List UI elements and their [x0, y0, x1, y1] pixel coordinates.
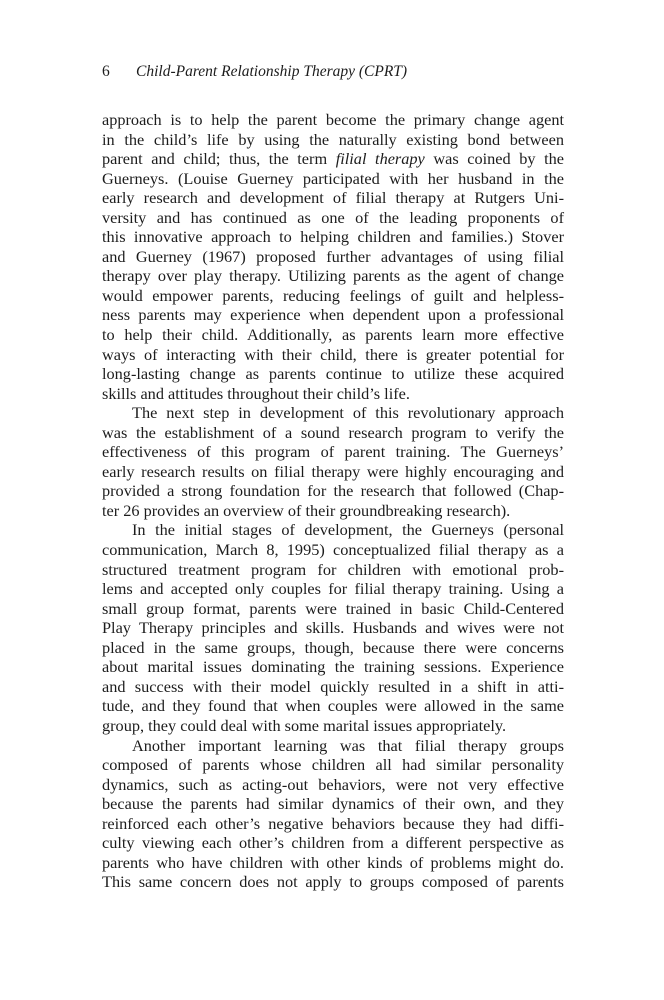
paragraph	[102, 110, 564, 403]
text-line: This same concern does not apply to groups composed of parents	[102, 872, 564, 892]
text-line: communication, March 8, 1995) conceptualized filial therapy as a	[102, 540, 564, 560]
text-line: culty viewing each other’s children from a different perspective as	[102, 833, 564, 853]
text-line: would empower parents, reducing feelings of guilt and helpless-	[102, 285, 564, 305]
text-line: In the initial stages of development, the Guerneys (personal	[132, 520, 564, 540]
text-line: this innovative approach to helping children and families.) Stover	[102, 227, 564, 247]
running-head-title: Child-Parent Relationship Therapy (CPRT)	[136, 63, 408, 80]
text-line: parents who have children with other kinds of problems might do.	[102, 852, 564, 872]
text-line: early research results on filial therapy were highly encouraging and	[102, 461, 564, 481]
paragraph	[102, 736, 564, 892]
running-head	[102, 62, 564, 82]
paragraph	[102, 403, 564, 520]
text-line: ness parents may experience when dependent upon a professional	[102, 305, 564, 325]
text-line: therapy over play therapy. Utilizing parents as the agent of change	[102, 266, 564, 286]
text-line: versity and has continued as one of the leading proponents of	[102, 207, 564, 227]
text-line: because the parents had similar dynamics of their own, and they	[102, 794, 564, 814]
text-line: to help their child. Additionally, as parents learn more effective	[102, 325, 564, 345]
text-line: skills and attitudes throughout their child’s life.	[102, 383, 410, 403]
text-line: ter 26 provides an overview of their groundbreaking research).	[102, 500, 511, 520]
text-line: approach is to help the parent become the primary change agent	[102, 110, 564, 129]
text-line: was the establishment of a sound research program to verify the	[102, 422, 564, 442]
text-line: Another important learning was that filial therapy groups	[132, 735, 564, 755]
text-line: about marital issues dominating the training sessions. Experience	[102, 657, 564, 677]
paragraph	[102, 520, 564, 735]
text-line: Play Therapy principles and skills. Husbands and wives were not	[102, 618, 564, 638]
text-line: Guerneys. (Louise Guerney participated with her husband in the	[102, 168, 564, 188]
text-line: reinforced each other’s negative behaviors because they had diffi-	[102, 813, 564, 833]
text-line: long-lasting change as parents continue to utilize these acquired	[102, 364, 564, 384]
text-line: early research and development of filial therapy at Rutgers Uni-	[102, 188, 564, 208]
text-line: placed in the same groups, though, because there were concerns	[102, 637, 564, 657]
emphasized-term: filial therapy	[335, 149, 425, 169]
text-line: dynamics, such as acting-out behaviors, were not very effective	[102, 774, 564, 794]
text-line: effectiveness of this program of parent training. The Guerneys’	[102, 442, 564, 462]
body-text	[102, 110, 564, 892]
text-run: parent and child; thus, the term	[102, 149, 336, 169]
text-line: ways of interacting with their child, there is greater potential for	[102, 344, 564, 364]
text-line: The next step in development of this revolutionary approach	[132, 403, 564, 423]
page-number: 6	[102, 63, 110, 80]
text-line: composed of parents whose children all had similar personality	[102, 755, 564, 775]
text-line: lems and accepted only couples for filial therapy training. Using a	[102, 579, 564, 599]
text-line: tude, and they found that when couples were allowed in the same	[102, 696, 564, 716]
text-line: structured treatment program for children with emotional prob-	[102, 559, 564, 579]
text-run: was coined by the	[424, 149, 565, 169]
text-line: in the child’s life by using the naturally existing bond between	[102, 129, 564, 149]
text-line: provided a strong foundation for the research that followed (Chap-	[102, 481, 564, 501]
book-page	[102, 62, 564, 892]
text-line: group, they could deal with some marital issues appropriately.	[102, 715, 507, 735]
text-line: and success with their model quickly resulted in a shift in atti-	[102, 676, 564, 696]
text-line	[102, 149, 564, 169]
text-line: and Guerney (1967) proposed further advantages of using filial	[102, 246, 564, 266]
text-line: small group format, parents were trained in basic Child-Centered	[102, 598, 564, 618]
